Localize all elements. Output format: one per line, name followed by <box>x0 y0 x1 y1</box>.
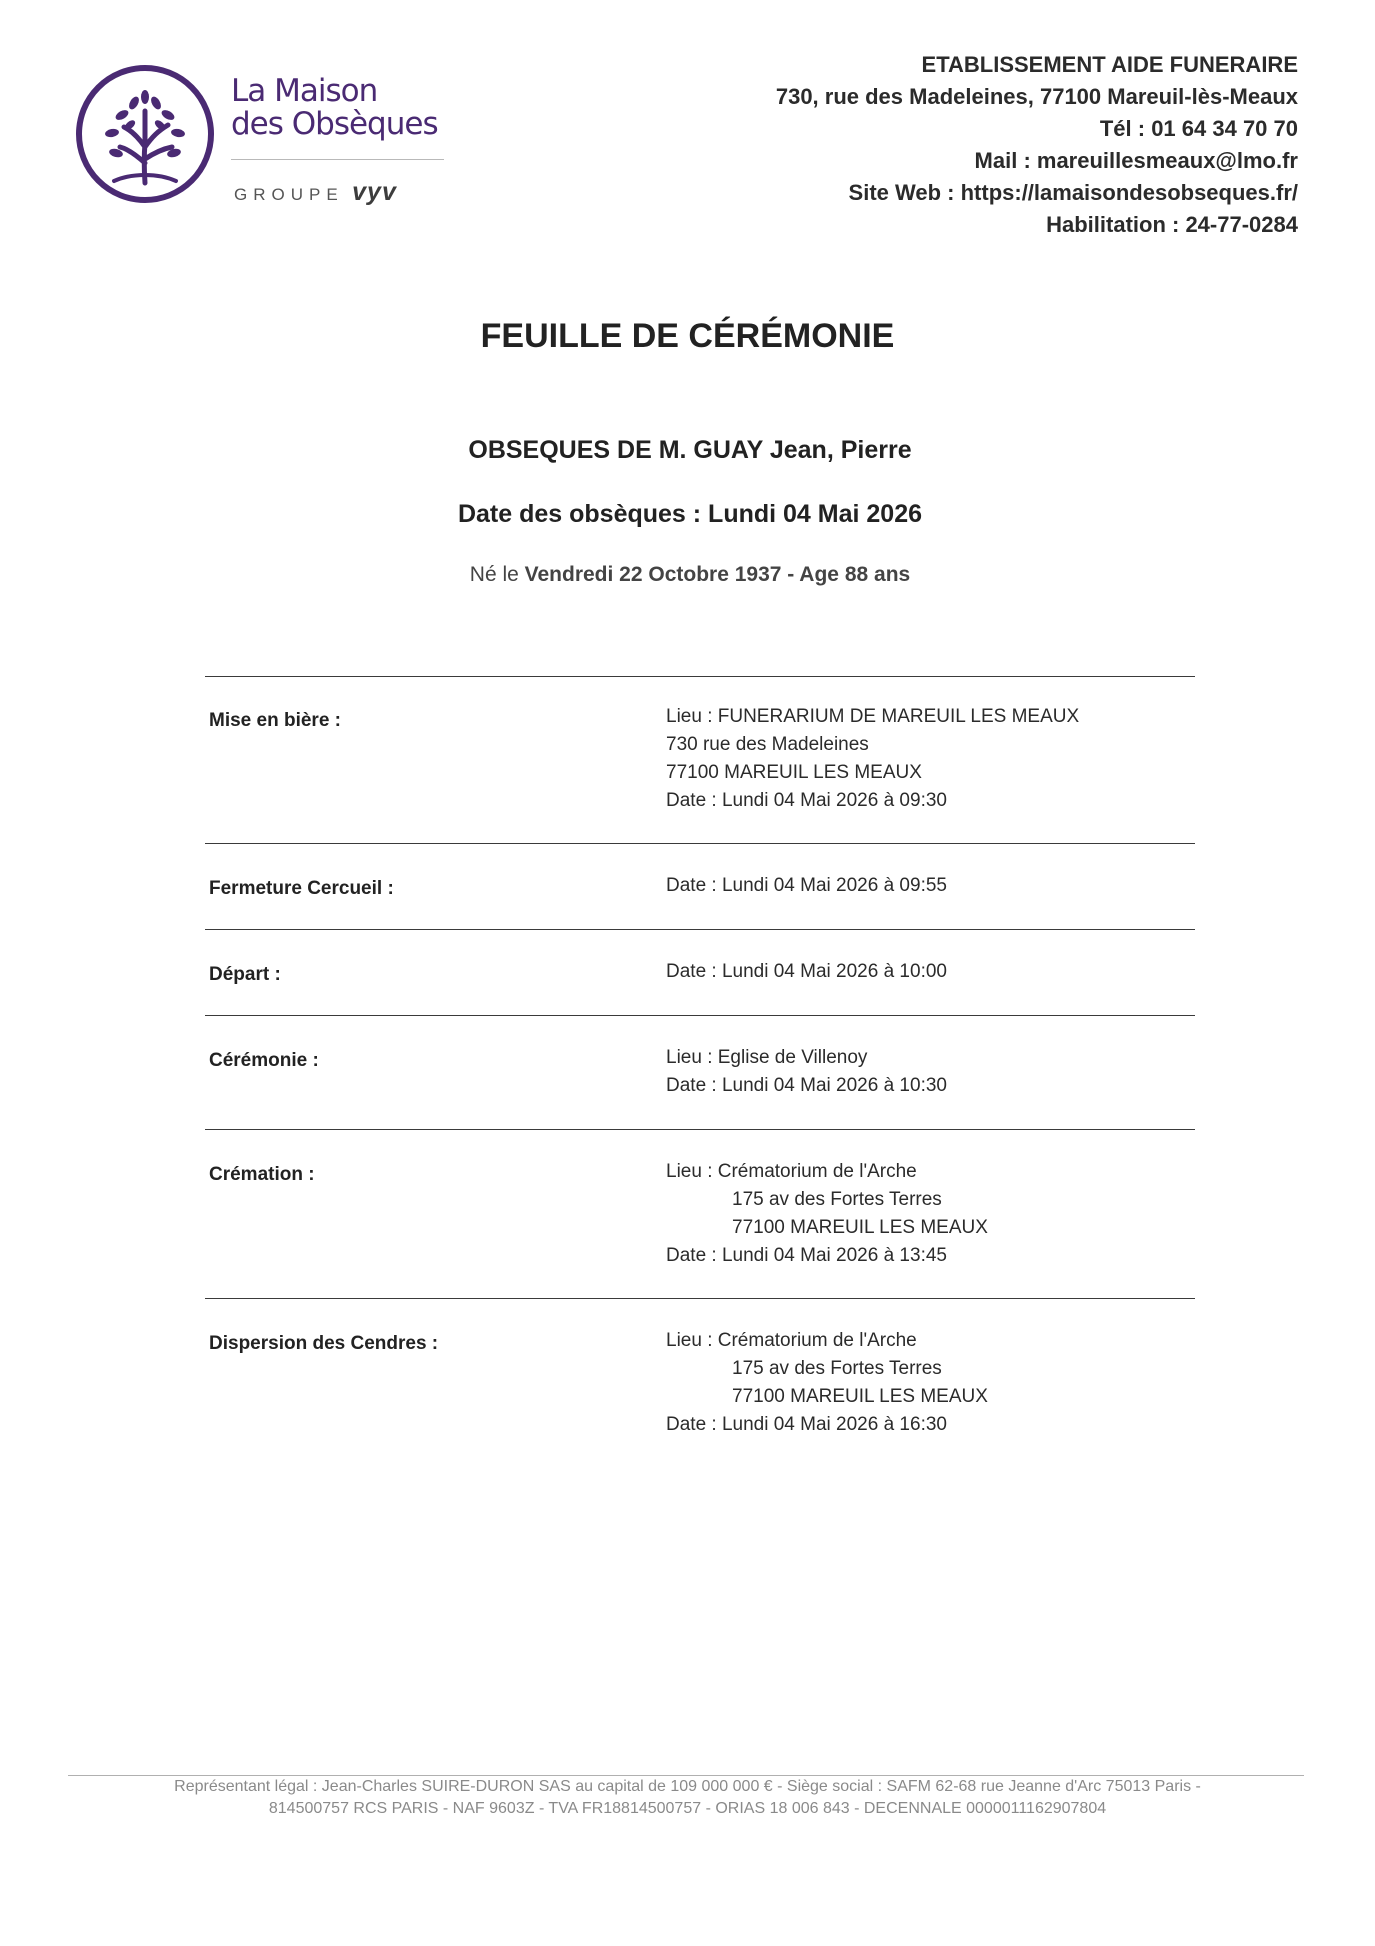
section-divider <box>205 1298 1195 1299</box>
company-habilitation: Habilitation : 24-77-0284 <box>1046 212 1298 237</box>
logo-group-brand: vyv <box>352 178 397 206</box>
detail-line: 175 av des Fortes Terres <box>732 1189 942 1210</box>
section-label-dispersion: Dispersion des Cendres : <box>209 1333 439 1354</box>
detail-line: Lieu : Crématorium de l'Arche <box>666 1161 917 1182</box>
section-details-ceremonie <box>666 1044 947 1100</box>
detail-line: Date : Lundi 04 Mai 2026 à 09:30 <box>666 790 947 811</box>
company-address: 730, rue des Madeleines, 77100 Mareuil-lès-Meaux <box>775 84 1298 109</box>
tree-emblem-icon <box>74 63 216 205</box>
section-divider <box>205 843 1195 844</box>
section-divider <box>205 1129 1195 1130</box>
detail-line: 175 av des Fortes Terres <box>732 1358 942 1379</box>
detail-line: Lieu : Eglise de Villenoy <box>666 1047 868 1068</box>
section-divider <box>205 929 1195 930</box>
detail-line: Date : Lundi 04 Mai 2026 à 16:30 <box>666 1414 947 1435</box>
detail-line: 77100 MAREUIL LES MEAUX <box>666 762 922 783</box>
detail-line: 77100 MAREUIL LES MEAUX <box>732 1217 988 1238</box>
section-label-depart: Départ : <box>209 964 281 985</box>
detail-line: Date : Lundi 04 Mai 2026 à 09:55 <box>666 875 947 896</box>
detail-line: Date : Lundi 04 Mai 2026 à 13:45 <box>666 1245 947 1266</box>
detail-line: Lieu : Crématorium de l'Arche <box>666 1330 917 1351</box>
birth-text: Vendredi 22 Octobre 1937 - Age 88 ans <box>524 563 911 586</box>
section-divider <box>205 676 1195 677</box>
document-title: FEUILLE DE CÉRÉMONIE <box>480 317 895 355</box>
logo-divider <box>231 159 444 160</box>
birth-prefix: Né le <box>469 563 525 586</box>
detail-line: Date : Lundi 04 Mai 2026 à 10:00 <box>666 961 947 982</box>
company-logo <box>74 58 454 208</box>
company-email: Mail : mareuillesmeaux@lmo.fr <box>974 148 1298 173</box>
deceased-name: OBSEQUES DE M. GUAY Jean, Pierre <box>468 436 912 464</box>
section-details-mise-en-biere <box>666 703 1079 815</box>
logo-wordmark <box>231 75 438 141</box>
legal-footer <box>0 1776 1375 1820</box>
section-label-fermeture: Fermeture Cercueil : <box>209 878 394 899</box>
birth-info <box>440 563 940 587</box>
logo-group-word: GROUPE <box>234 185 344 204</box>
company-website: Site Web : https://lamaisondesobseques.fr/ <box>848 180 1298 205</box>
funeral-date: Date des obsèques : Lundi 04 Mai 2026 <box>457 500 923 528</box>
detail-line: Lieu : FUNERARIUM DE MAREUIL LES MEAUX <box>666 706 1080 727</box>
section-label-ceremonie: Cérémonie : <box>209 1050 319 1071</box>
section-details-dispersion <box>666 1327 988 1439</box>
footer-line2: 814500757 RCS PARIS - NAF 9603Z - TVA FR18814500757 - ORIAS 18 006 843 - DECENNALE 0000011162907804 <box>268 1800 1107 1817</box>
footer-line1: Représentant légal : Jean-Charles SUIRE-DURON SAS au capital de 109 000 000 € - Siège social : SAFM 62-68 rue Jeanne d'Arc 75013 Paris - <box>174 1778 1201 1795</box>
section-details-depart <box>666 958 947 986</box>
detail-line: 730 rue des Madeleines <box>666 734 869 755</box>
company-info <box>776 49 1298 241</box>
logo-name-line2: des Obsèques <box>231 106 438 142</box>
section-details-fermeture <box>666 872 947 900</box>
logo-group <box>234 178 397 207</box>
section-label-mise-en-biere: Mise en bière : <box>209 710 341 731</box>
logo-name-line1: La Maison <box>231 73 378 109</box>
section-divider <box>205 1015 1195 1016</box>
detail-line: Date : Lundi 04 Mai 2026 à 10:30 <box>666 1075 947 1096</box>
section-label-cremation: Crémation : <box>209 1164 315 1185</box>
company-phone: Tél : 01 64 34 70 70 <box>1099 116 1298 141</box>
detail-line: 77100 MAREUIL LES MEAUX <box>732 1386 988 1407</box>
company-name: ETABLISSEMENT AIDE FUNERAIRE <box>921 52 1298 77</box>
section-details-cremation <box>666 1158 988 1270</box>
